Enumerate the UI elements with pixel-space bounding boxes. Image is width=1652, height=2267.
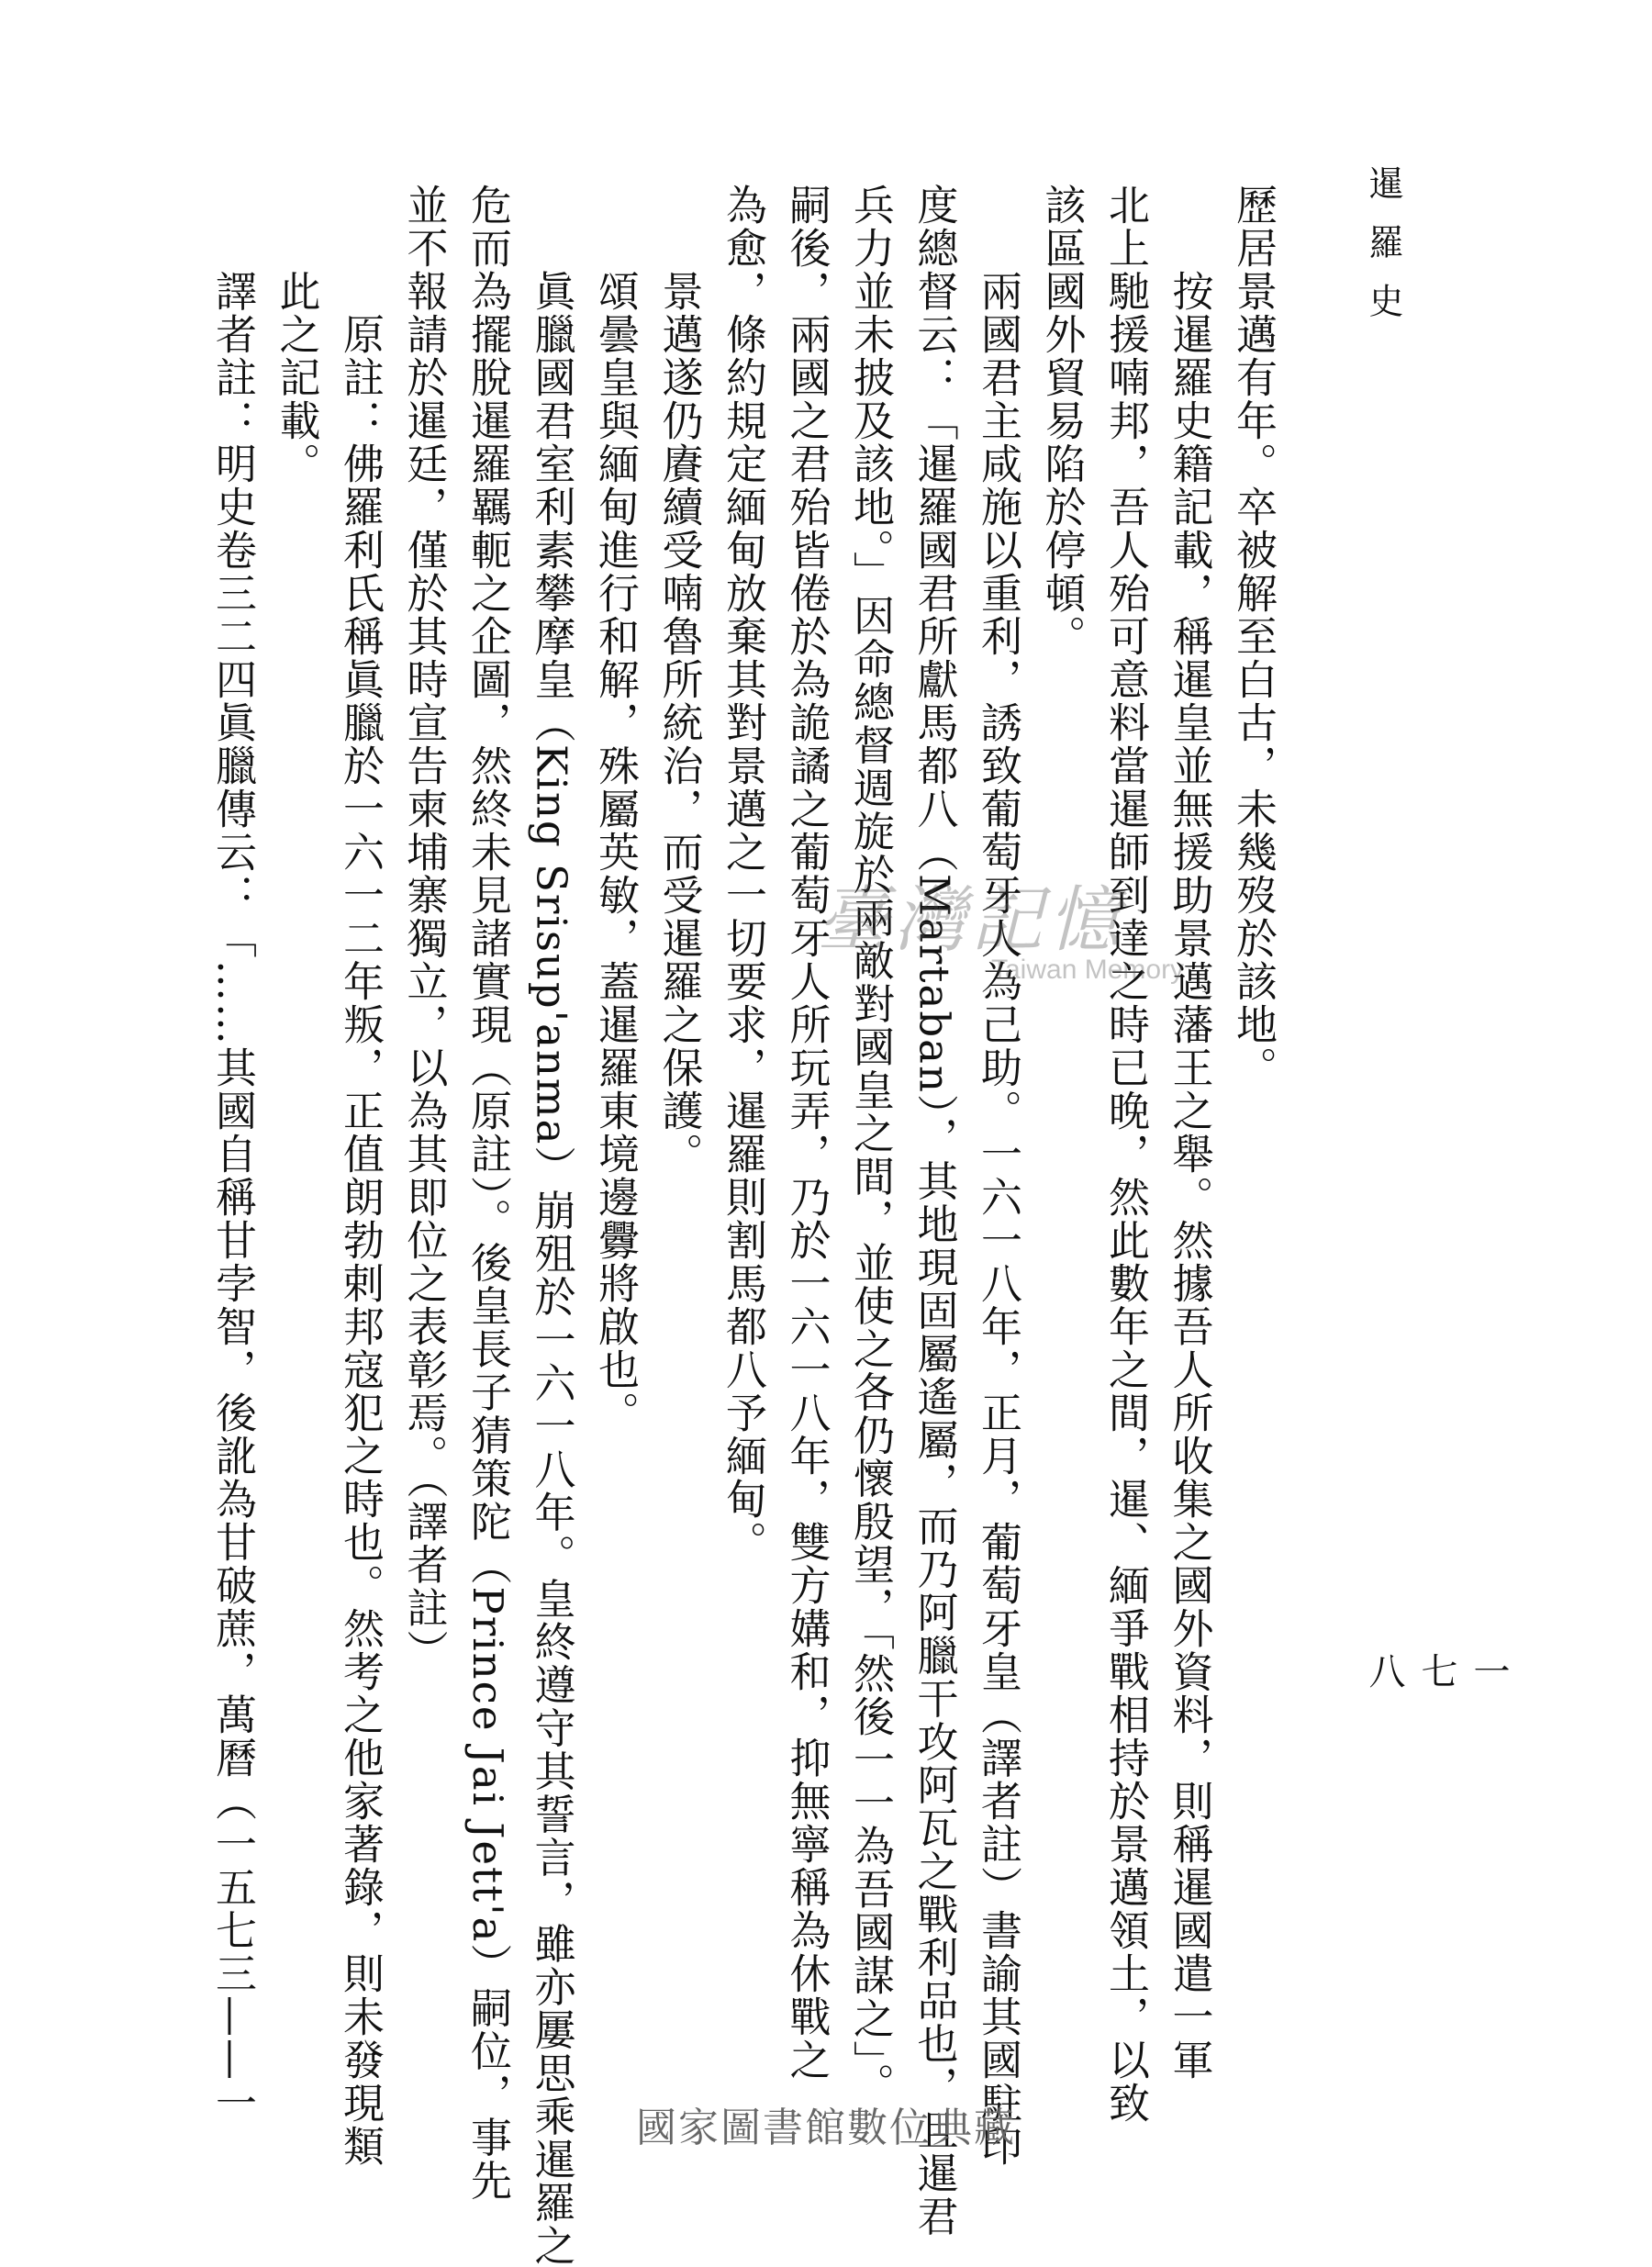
text-column: 並不報請於暹廷，僅於其時宣告柬埔寨獨立，以為其即位之表彰焉。（譯者註）	[399, 184, 449, 1673]
watermark-logo	[817, 863, 1294, 1019]
text-column: 嗣後，兩國之君殆皆倦於為詭譎之葡萄牙人所玩弄，乃於一六一八年，雙方媾和，抑無寧稱為休戰之	[782, 184, 832, 2082]
footer-archive-label: 國家圖書館數位典藏	[636, 2105, 1016, 2151]
text-column: 譯者註：明史卷三二四眞臘傳云：「……其國自稱甘孛智，後訛為甘破蔗，萬曆（一五七三——一	[208, 270, 257, 2125]
text-column: 景邁遂仍賡續受喃魯所統治，而受暹羅之保護。	[654, 270, 704, 1176]
text-column: 頌曇皇與緬甸進行和解，殊屬英敏，蓋暹羅東境邊釁將啟也。	[591, 270, 640, 1435]
running-title: 暹羅史	[1363, 165, 1403, 341]
text-column: 眞臘國君室利素攀摩皇（King Srisup'anma）崩殂於一六一八年。皇終遵守其誓言，雖亦屢思乘暹羅之	[527, 270, 576, 2267]
page-number: 一七八	[1363, 1652, 1510, 1694]
text-column: 該區國外貿易陷於停頓。	[1037, 184, 1087, 658]
text-column: 北上馳援喃邦，吾人殆可意料當暹師到達之時已晚，然此數年之間，暹、緬爭戰相持於景邁領土，以致	[1101, 184, 1150, 2125]
text-column: 按暹羅史籍記載，稱暹皇並無援助景邁藩王之舉。然據吾人所收集之國外資料，則稱暹國遣一軍	[1165, 270, 1214, 2082]
watermark-logo-text: 臺灣記憶	[817, 879, 1126, 962]
text-column: 此之記載。	[272, 270, 321, 486]
text-column: 兩國君主咸施以重利，誘致葡萄牙人為己助。一六一八年，正月，葡萄牙皇（譯者註）書諭其國駐印	[974, 270, 1022, 2168]
text-column: 歷居景邁有年。卒被解至白古，未幾歿於該地。	[1229, 184, 1278, 1089]
text-column: 度總督云：「暹羅國君所獻馬都八（Martaban），其地現固屬遙屬，而乃阿臘干攻阿瓦之戰利品也，且暹君	[910, 184, 959, 2239]
text-column: 兵力並未披及該地。」因命總督週旋於兩敵對國皇之間，並使之各仍懷殷望，「然後一一為吾國謀之」。	[846, 184, 895, 2106]
watermark-english-text: Taiwan Memory	[991, 955, 1185, 985]
text-column: 為愈，條約規定緬甸放棄其對景邁之一切要求，暹羅則割馬都八予緬甸。	[719, 184, 767, 1564]
text-column: 原註：佛羅利氏稱眞臘於一六一二年叛，正值朗勃剌邦寇犯之時也。然考之他家著錄，則未發現類	[336, 313, 385, 2168]
text-column: 危而為擺脫暹羅羈軛之企圖，然終未見諸實現（原註）。後皇長子猜策陀（Prince Jai Jett'a）嗣位，事先	[463, 184, 512, 2203]
